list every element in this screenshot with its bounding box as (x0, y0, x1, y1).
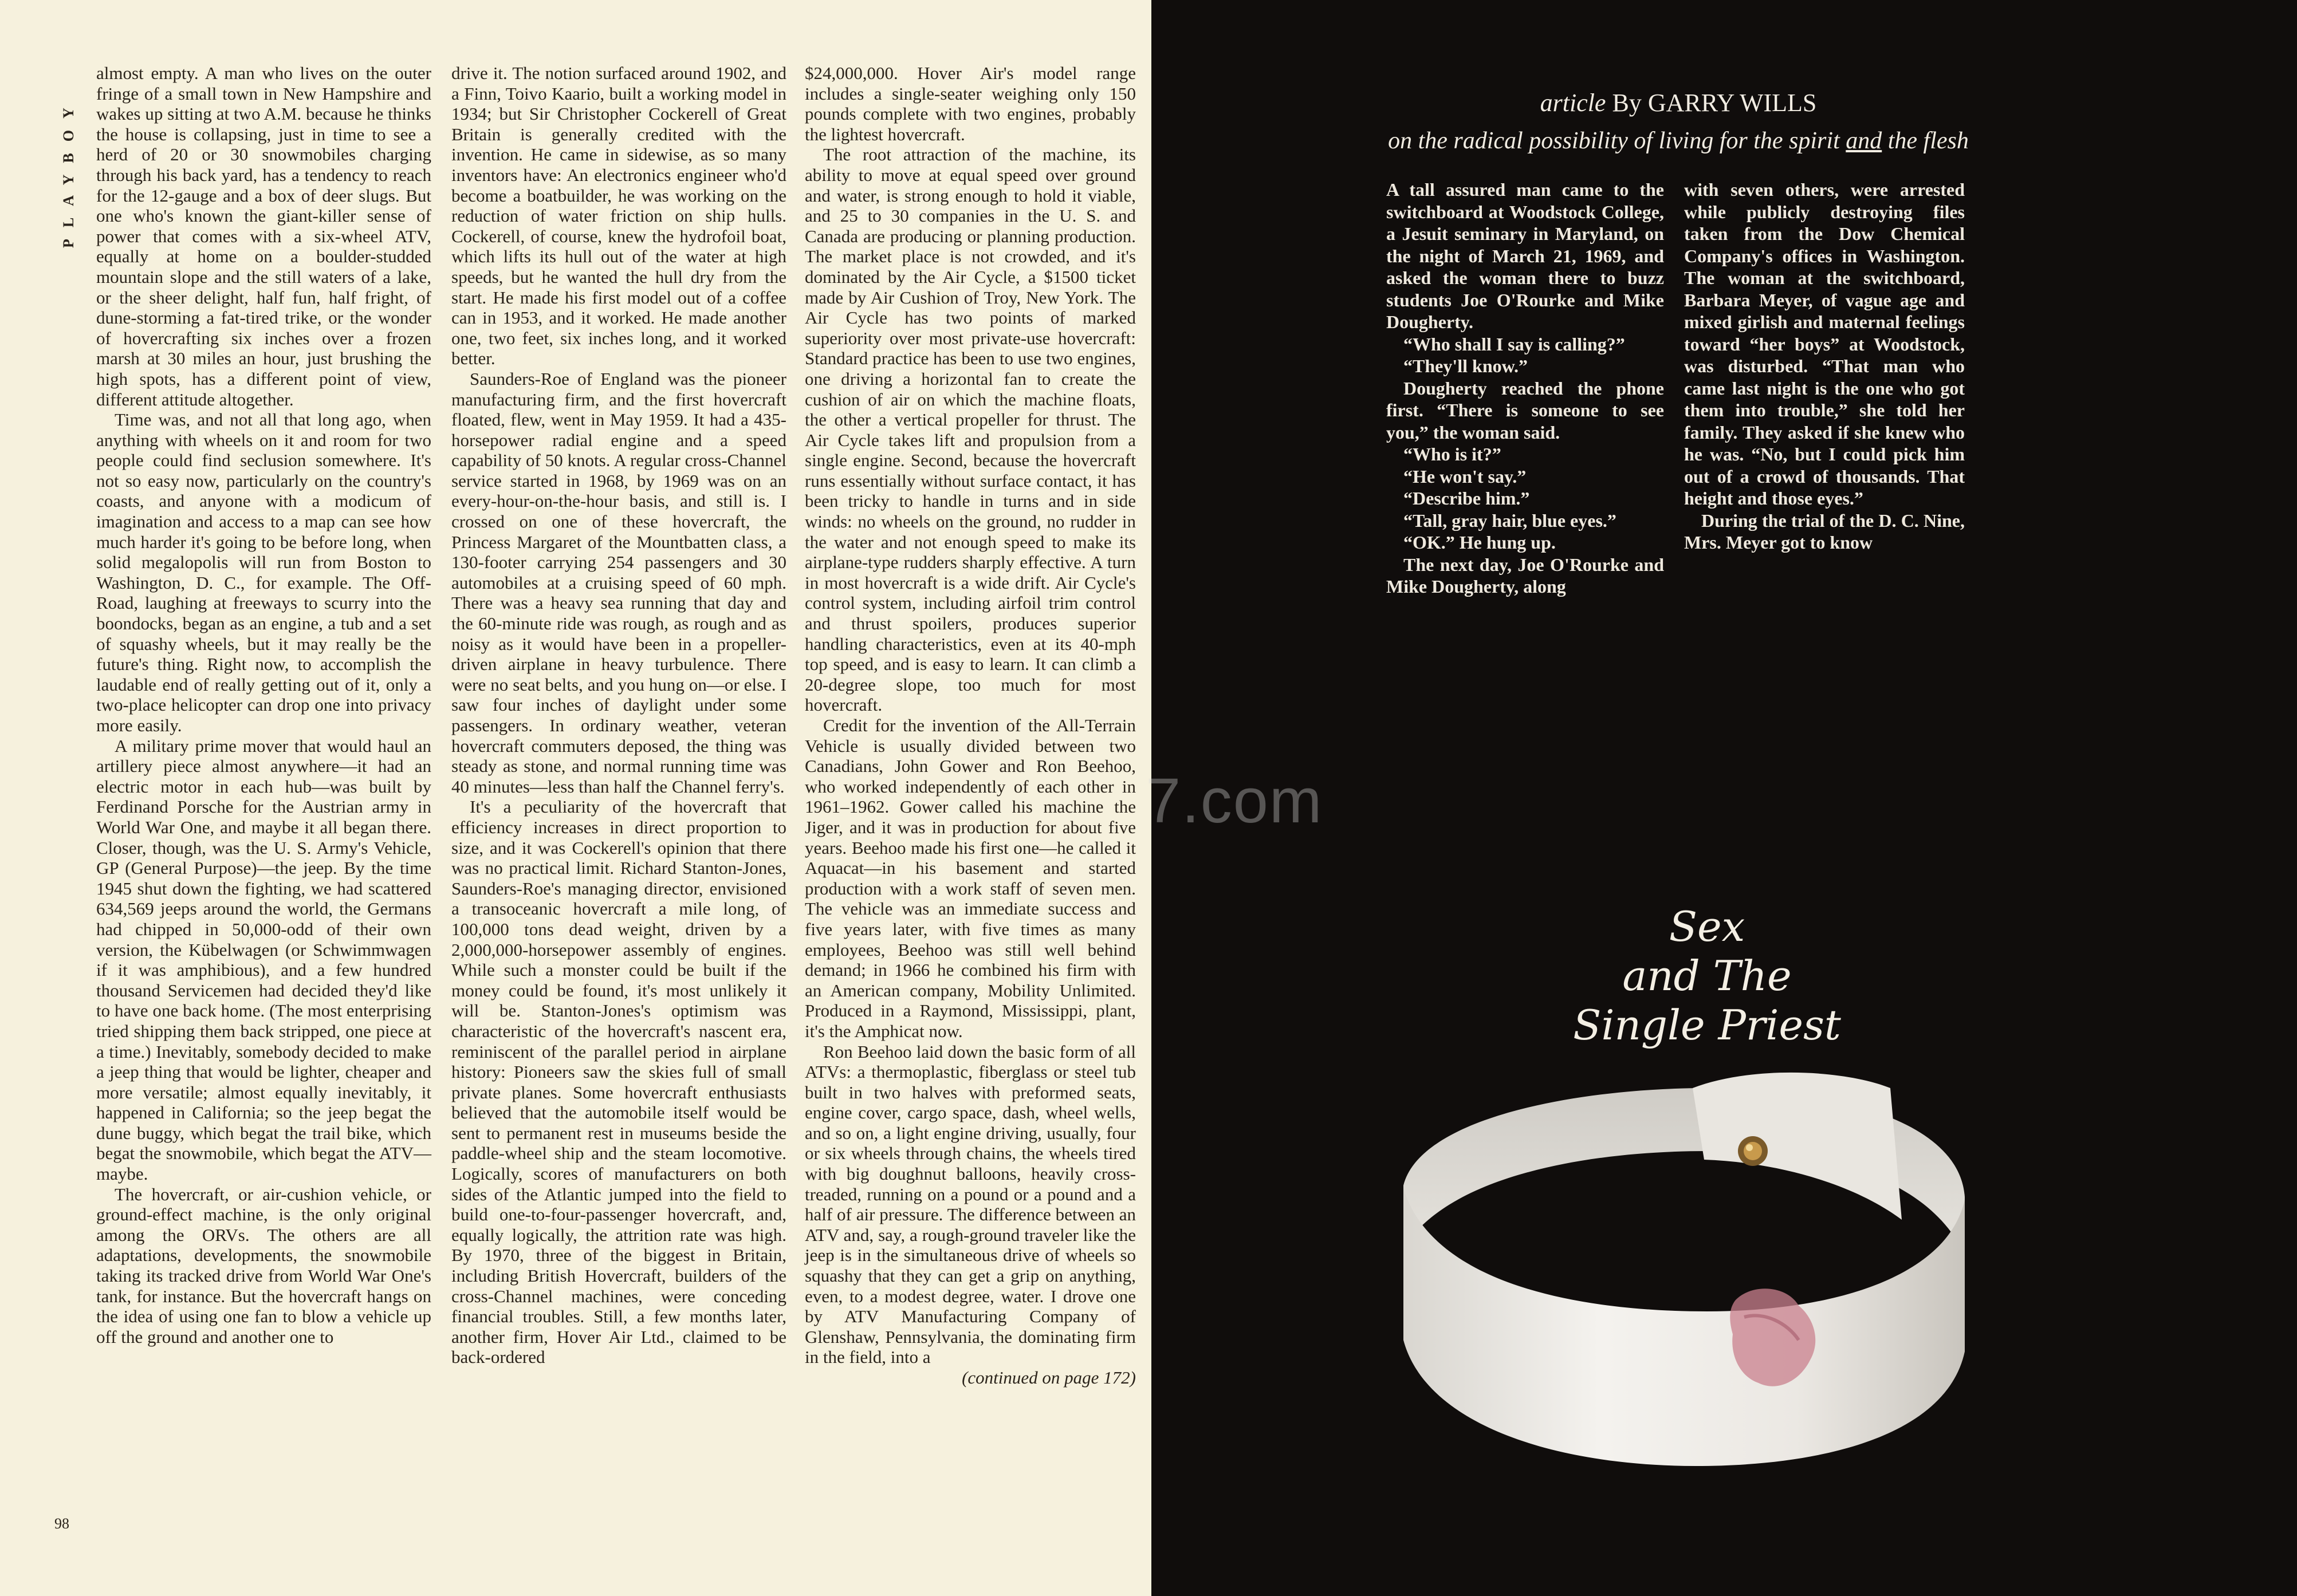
byline (1369, 86, 1988, 120)
paragraph: The next day, Joe O'Rourke and Mike Dougherty, along (1386, 554, 1664, 597)
intro-column-1 (1386, 179, 1664, 598)
paragraph: “He won't say.” (1403, 466, 1527, 487)
paragraph: It's a peculiarity of the hovercraft that efficiency increases in direct proportion to size, and it was Cockerell's opinion that there was no practical limit. Richard Stanton-Jones, Saunders-Roe's managing director, envisioned a transoceanic hovercraft a mile long, of 100,000 tons dead weight, driven by a 2,000,000-horsepower assembly of engines. While such a monster could be built if the money could be found, it's most unlikely it will be. Stanton-Jones's optimism was characteristic of the hovercraft's nascent era, reminiscent of the parallel period in airplane history: Pioneers saw the skies full of small private planes. Some hovercraft enthusiasts believed that the automobile itself would be sent to permanent rest in museums beside the paddle-wheel ship and the steam locomotive. Logically, scores of manufacturers on both sides of the Atlantic jumped into the field to build one-to-four-passenger hovercraft, and, equally logically, the attrition rate was high. By 1970, three of the biggest in Britain, including British Hovercraft, builders of the cross-Channel machines, were conceding financial troubles. Still, a few months later, another firm, Hover Air Ltd., claimed to be back-ordered (451, 797, 786, 1368)
watermark: 7.com (1146, 766, 1323, 836)
paragraph: “OK.” He hung up. (1403, 532, 1556, 553)
subtitle-end: the flesh (1882, 128, 1969, 154)
collar-front-band (1403, 1188, 1965, 1466)
subtitle-start: on the radical possibility of living for the spirit (1388, 128, 1846, 154)
paragraph: drive it. The notion surfaced around 1902, and a Finn, Toivo Kaario, built a working model in 1934; but Sir Christopher Cockerell of Great Britain is generally credited with the invention. He came in sidewise, as so many inventors have: An electronics engineer who'd become a boatbuilder, he was working on the reduction of water friction on ship hulls. Cockerell, of course, knew the hydrofoil boat, which lifts its hull out of the water at high speeds, but he wanted the hull dry from the start. He made his first model out of a coffee can in 1953, and it worked. He made another one, two feet, six inches long, and it worked better. (451, 63, 786, 369)
subtitle-and: and (1846, 128, 1882, 154)
paragraph: Credit for the invention of the All-Terrain Vehicle is usually divided between two Canadians, John Gower and Ron Beehoo, who worked independently of each other in 1961–1962. Gower called his machine the Jiger, and it was in production for about five years. Beehoo made his first one—he called it Aquacat—in his basement and started production with a work staff of seven men. The vehicle was an immediate success and five years later, with five times as many employees, Beehoo was still well behind demand; in 1966 he combined his firm with an American company, Mobility Unlimited. Produced in a Raymond, Mississippi, plant, it's the Amphicat now. (805, 715, 1136, 1041)
paragraph: “Who is it?” (1403, 444, 1501, 464)
paragraph: Saunders-Roe of England was the pioneer manufacturing firm, and the first hovercraft floated, flew, went in May 1959. It had a 435-horsepower radial engine and a speed capability of 50 knots. A regular cross-Channel service started in 1968, by 1969 was on an every-hour-on-the-hour basis, and still is. I crossed on one of these hovercraft, the Princess Margaret of the Mountbatten class, a 130-footer carrying 254 passengers and 30 automobiles at a cruising speed of 60 mph. There was a heavy sea running that day and the 60-minute ride was rough, as rough and as noisy as it would have been in a propeller-driven airplane in heavy turbulence. There were no seat belts, and you hung on—or else. I saw four inches of daylight under some passengers. In ordinary weather, veteran hovercraft commuters deposed, the thing was steady as stone, and normal running time was 40 minutes—less than half the Channel ferry's. (451, 368, 786, 797)
article-column-2 (451, 63, 786, 1368)
paragraph: “They'll know.” (1403, 356, 1528, 376)
byline-author: By GARRY WILLS (1612, 89, 1817, 117)
article-column-3 (805, 63, 1136, 1388)
intro-column-2 (1684, 179, 1965, 554)
headline-line: Single Priest (1573, 1001, 1841, 1049)
headline-line: Sex (1669, 903, 1745, 951)
paragraph: A military prime mover that would haul an artillery piece almost anywhere—it had an electric motor in each hub—was built by Ferdinand Porsche for the Austrian army in World War One, and maybe it all began there. Closer, though, was the U. S. Army's Vehicle, GP (General Purpose)—the jeep. By the time 1945 shut down the fighting, we had scattered 634,569 jeeps around the world, the Germans had chipped in 50,000-odd of their own version, the Kübelwagen (or Schwimmwagen if it was amphibious), and a few hundred thousand Servicemen had decided they'd like to have one back home. (The most enterprising tried shipping them back stripped, one piece at a time.) Inevitably, somebody decided to make a jeep thing that would be lighter, cheaper and more versatile; almost equally inevitably, it happened in California; so the jeep begat the dune buggy, which begat the trail bike, which begat the snowmobile, which begat the ATV—maybe. (96, 735, 431, 1184)
article-column-1 (96, 63, 431, 1347)
paragraph: “Tall, gray hair, blue eyes.” (1403, 510, 1616, 531)
collar-right-flap (1693, 1073, 1902, 1220)
running-head-text: PLAYBOY (60, 96, 77, 248)
paragraph: $24,000,000. Hover Air's model range includes a single-seater weighing only 150 pounds complete with two engines, probably the lightest hovercraft. (805, 63, 1136, 144)
paragraph: with seven others, were arrested while publicly destroying files taken from the Dow Chemical Company's offices in Washington. The woman at the switchboard, Barbara Meyer, of vague age and mixed girlish and maternal feelings toward “her boys” at Woodstock, was disturbed. “That man who came last night is the one who got them into trouble,” she told her family. They asked if she knew who he was. “No, but I could pick him out of a crowd of thousands. That height and those eyes.” (1684, 179, 1965, 509)
paragraph: During the trial of the D. C. Nine, Mrs. Meyer got to know (1684, 510, 1965, 553)
paragraph: “Describe him.” (1403, 488, 1530, 509)
paragraph: The hovercraft, or air-cushion vehicle, or ground-effect machine, is the only original among the ORVs. The others are all adaptations, developments, the snowmobile taking its tracked drive from World War One's tank, for instance. But the hovercraft hangs on the idea of using one fan to blow a vehicle up off the ground and another one to (96, 1184, 431, 1347)
byline-block (1369, 86, 1988, 159)
paragraph: A tall assured man came to the switchboard at Woodstock College, a Jesuit seminary in Maryland, on the night of March 21, 1969, and asked the woman there to buzz students Joe O'Rourke and Mike Dougherty. (1386, 179, 1664, 332)
paragraph: “Who shall I say is calling?” (1403, 333, 1625, 354)
paragraph: Ron Beehoo laid down the basic form of all ATVs: a thermoplastic, fiberglass or steel tub built in two halves with preformed seats, engine cover, cargo space, dash, wheel wells, and so on, a light engine driving, usually, four or six wheels through chains, the wheels tired with big doughnut balloons, heavily cross-treaded, running on a pound or a pound and a half of air pressure. The difference between an ATV and, say, a rough-ground traveler like the jeep is in the simultaneous drive of wheels so squashy that they can get a grip on anything, even, to a modest degree, water. I drove one by ATV Manufacturing Company of Glenshaw, Pennsylvania, the dominating firm in the field, into a (805, 1041, 1136, 1368)
page-number: 98 (54, 1515, 69, 1532)
continued-note: (continued on page 172) (962, 1368, 1136, 1388)
article-headline (1512, 902, 1902, 1050)
paragraph: Dougherty reached the phone first. “There is someone to see you,” the woman said. (1386, 377, 1664, 443)
headline-line: and The (1622, 952, 1792, 1000)
running-head (54, 62, 89, 251)
clerical-collar-illustration (1386, 1065, 1982, 1477)
paragraph: almost empty. A man who lives on the outer fringe of a small town in New Hampshire and wakes up sitting at two A.M. because he thinks the house is collapsing, just in time to see a herd of 20 or 30 snowmobiles charging through his back yard, has a tendency to reach for the 12-gauge and a box of deer slugs. But one who's known the giant-killer sense of power that comes with a six-wheel ATV, equally at home on a boulder-studded mountain slope and the still waters of a lake, or the sheer delight, half fun, half fright, of dune-storming a fat-tired trike, or the wonder of hovercrafting six inches over a frozen marsh at 30 miles an hour, just brushing the high spots, has a different point of view, different attitude altogether. (96, 63, 431, 409)
article-subtitle (1369, 123, 1988, 159)
paragraph: The root attraction of the machine, its ability to move at equal speed over ground and water, is strong enough to hold it viable, and 25 to 30 companies in the U. S. and Canada are producing or planning production. The market place is not crowded, and it's dominated by the Air Cycle, a $1500 ticket made by Air Cushion of Troy, New York. The Air Cycle has two points of marked superiority over most private-use hovercraft: Standard practice has been to use two engines, one driving a horizontal fan to create the cushion of air on which the machine floats, the other a vertical propeller for thrust. The Air Cycle takes lift and propulsion from a single engine. Second, because the hovercraft runs essentially without surface contact, it has been tricky to handle in turns and in side winds: no wheels on the ground, no rudder in the water and not enough speed to make its airplane-type rudders sharply effective. A turn in most hovercraft is a wide drift. Air Cycle's control system, including airfoil trim control and thrust spoilers, produces superior handling characteristics, even at its 40-mph top speed, and is easy to learn. It can climb a 20-degree slope, too much for most hovercraft. (805, 144, 1136, 715)
paragraph: Time was, and not all that long ago, when anything with wheels on it and room for two people could find seclusion somewhere. It's not so easy now, particularly on the country's coasts, and anyone with a modicum of imagination and access to a map can see how much harder it's going to be before long, when solid megalopolis will run from Boston to Washington, D. C., for example. The Off-Road, laughing at freeways to scurry into the boondocks, began as an engine, a tub and a set of squashy wheels, but it may really be the future's thing. Right now, to accomplish the laudable end of really getting out of it, only a two-place helicopter can drop one into privacy more easily. (96, 409, 431, 735)
byline-kicker: article (1540, 89, 1606, 117)
